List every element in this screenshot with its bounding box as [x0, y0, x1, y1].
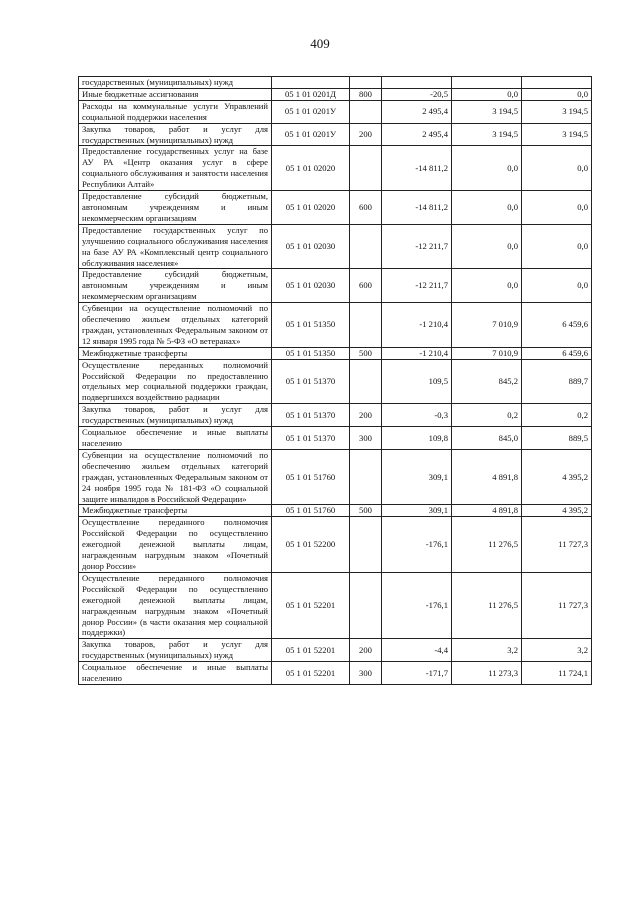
table-row	[79, 347, 592, 359]
row-name-cell: Межбюджетные трансферты	[79, 347, 272, 359]
expense-type-cell	[350, 303, 382, 348]
expense-type-cell	[350, 359, 382, 404]
page-number: 409	[310, 36, 330, 51]
expense-type-cell: 300	[350, 662, 382, 685]
amount-year-1-cell: 2 495,4	[382, 123, 452, 146]
table-row	[79, 427, 592, 450]
row-name-cell: Предоставление субсидий бюджетным, автономным учреждениям и иным некоммерческим организациям	[79, 191, 272, 225]
table-row	[79, 88, 592, 100]
table-row	[79, 146, 592, 191]
amount-year-2-cell	[452, 77, 522, 89]
amount-year-3-cell: 0,0	[522, 88, 592, 100]
amount-year-3-cell: 0,0	[522, 146, 592, 191]
row-name-cell: Осуществление переданных полномочий Российской Федерации по предоставлению отдельных мер социальной поддержки граждан, подвергшихся воздействию радиации	[79, 359, 272, 404]
amount-year-3-cell: 889,5	[522, 427, 592, 450]
amount-year-2-cell: 845,2	[452, 359, 522, 404]
amount-year-2-cell: 0,0	[452, 191, 522, 225]
amount-year-2-cell: 4 891,8	[452, 505, 522, 517]
amount-year-3-cell: 11 727,3	[522, 572, 592, 638]
table-row	[79, 662, 592, 685]
amount-year-2-cell: 11 273,3	[452, 662, 522, 685]
amount-year-2-cell: 0,0	[452, 269, 522, 303]
table-row	[79, 303, 592, 348]
amount-year-3-cell: 11 727,3	[522, 517, 592, 573]
amount-year-2-cell: 4 891,8	[452, 449, 522, 505]
target-code-cell: 05 1 01 02030	[272, 224, 350, 269]
target-code-cell: 05 1 01 51350	[272, 303, 350, 348]
amount-year-1-cell: 309,1	[382, 449, 452, 505]
expense-type-cell: 600	[350, 191, 382, 225]
amount-year-2-cell: 3 194,5	[452, 123, 522, 146]
amount-year-2-cell: 7 010,9	[452, 303, 522, 348]
expense-type-cell	[350, 77, 382, 89]
target-code-cell: 05 1 01 0201Д	[272, 88, 350, 100]
table-row	[79, 517, 592, 573]
table-row	[79, 100, 592, 123]
row-name-cell: государственных (муниципальных) нужд	[79, 77, 272, 89]
table-row	[79, 404, 592, 427]
row-name-cell: Субвенции на осуществление полномочий по обеспечению жильем отдельных категорий граждан, установленных Федеральным законом от 12 января 1995 года № 5-ФЗ «О ветеранах»	[79, 303, 272, 348]
table-row	[79, 269, 592, 303]
amount-year-3-cell	[522, 77, 592, 89]
amount-year-3-cell: 3 194,5	[522, 123, 592, 146]
row-name-cell: Межбюджетные трансферты	[79, 505, 272, 517]
amount-year-3-cell: 4 395,2	[522, 505, 592, 517]
amount-year-3-cell: 3,2	[522, 639, 592, 662]
amount-year-3-cell: 3 194,5	[522, 100, 592, 123]
amount-year-1-cell: -14 811,2	[382, 191, 452, 225]
row-name-cell: Закупка товаров, работ и услуг для государственных (муниципальных) нужд	[79, 404, 272, 427]
row-name-cell: Предоставление государственных услуг по улучшению социального обслуживания населения на базе АУ РА «Комплексный центр социального обслуживания населения»	[79, 224, 272, 269]
amount-year-3-cell: 0,2	[522, 404, 592, 427]
amount-year-1-cell: -4,4	[382, 639, 452, 662]
target-code-cell: 05 1 01 52200	[272, 517, 350, 573]
table-row	[79, 572, 592, 638]
row-name-cell: Закупка товаров, работ и услуг для государственных (муниципальных) нужд	[79, 123, 272, 146]
expense-type-cell: 200	[350, 404, 382, 427]
expense-type-cell: 300	[350, 427, 382, 450]
target-code-cell: 05 1 01 02020	[272, 146, 350, 191]
expense-type-cell: 800	[350, 88, 382, 100]
amount-year-2-cell: 0,0	[452, 224, 522, 269]
amount-year-1-cell: -171,7	[382, 662, 452, 685]
expense-type-cell	[350, 572, 382, 638]
amount-year-2-cell: 0,0	[452, 88, 522, 100]
amount-year-3-cell: 11 724,1	[522, 662, 592, 685]
amount-year-2-cell: 3,2	[452, 639, 522, 662]
amount-year-1-cell: -1 210,4	[382, 347, 452, 359]
amount-year-2-cell: 3 194,5	[452, 100, 522, 123]
amount-year-1-cell: -1 210,4	[382, 303, 452, 348]
expense-type-cell	[350, 146, 382, 191]
amount-year-3-cell: 0,0	[522, 191, 592, 225]
amount-year-1-cell: 109,5	[382, 359, 452, 404]
amount-year-1-cell: 2 495,4	[382, 100, 452, 123]
amount-year-2-cell: 11 276,5	[452, 517, 522, 573]
amount-year-3-cell: 4 395,2	[522, 449, 592, 505]
amount-year-1-cell: 309,1	[382, 505, 452, 517]
target-code-cell: 05 1 01 51370	[272, 427, 350, 450]
amount-year-1-cell	[382, 77, 452, 89]
amount-year-1-cell: -12 211,7	[382, 224, 452, 269]
amount-year-2-cell: 0,2	[452, 404, 522, 427]
target-code-cell: 05 1 01 0201У	[272, 123, 350, 146]
amount-year-1-cell: -20,5	[382, 88, 452, 100]
amount-year-1-cell: -176,1	[382, 572, 452, 638]
row-name-cell: Закупка товаров, работ и услуг для государственных (муниципальных) нужд	[79, 639, 272, 662]
target-code-cell	[272, 77, 350, 89]
expense-type-cell: 200	[350, 123, 382, 146]
amount-year-2-cell: 0,0	[452, 146, 522, 191]
target-code-cell: 05 1 01 51350	[272, 347, 350, 359]
row-name-cell: Предоставление субсидий бюджетным, автономным учреждениям и иным некоммерческим организациям	[79, 269, 272, 303]
row-name-cell: Социальное обеспечение и иные выплаты населению	[79, 662, 272, 685]
table-row	[79, 224, 592, 269]
target-code-cell: 05 1 01 51760	[272, 449, 350, 505]
amount-year-2-cell: 845,0	[452, 427, 522, 450]
target-code-cell: 05 1 01 51370	[272, 359, 350, 404]
table-row	[79, 77, 592, 89]
row-name-cell: Предоставление государственных услуг на базе АУ РА «Центр оказания услуг в сфере социального обслуживания и занятости населения Республики Алтай»	[79, 146, 272, 191]
amount-year-1-cell: -176,1	[382, 517, 452, 573]
table-row	[79, 359, 592, 404]
target-code-cell: 05 1 01 52201	[272, 572, 350, 638]
target-code-cell: 05 1 01 51760	[272, 505, 350, 517]
amount-year-3-cell: 6 459,6	[522, 347, 592, 359]
row-name-cell: Социальное обеспечение и иные выплаты населению	[79, 427, 272, 450]
expense-type-cell: 600	[350, 269, 382, 303]
budget-table	[78, 76, 592, 685]
table-row	[79, 505, 592, 517]
expense-type-cell	[350, 100, 382, 123]
amount-year-3-cell: 0,0	[522, 224, 592, 269]
target-code-cell: 05 1 01 52201	[272, 662, 350, 685]
budget-table-body	[79, 77, 592, 685]
target-code-cell: 05 1 01 51370	[272, 404, 350, 427]
amount-year-3-cell: 0,0	[522, 269, 592, 303]
row-name-cell: Расходы на коммунальные услуги Управлений социальной поддержки населения	[79, 100, 272, 123]
row-name-cell: Осуществление переданного полномочия Российской Федерации по осуществлению ежегодной денежной выплаты лицам, награжденным нагрудным знаком «Почетный донор России»	[79, 517, 272, 573]
target-code-cell: 05 1 01 52201	[272, 639, 350, 662]
table-row	[79, 449, 592, 505]
amount-year-2-cell: 7 010,9	[452, 347, 522, 359]
row-name-cell: Осуществление переданного полномочия Российской Федерации по осуществлению ежегодной денежной выплаты лицам, награжденным нагрудным знаком «Почетный донор России» (в части оказания мер социальной поддержки)	[79, 572, 272, 638]
target-code-cell: 05 1 01 0201У	[272, 100, 350, 123]
amount-year-1-cell: -12 211,7	[382, 269, 452, 303]
table-row	[79, 191, 592, 225]
amount-year-1-cell: 109,8	[382, 427, 452, 450]
row-name-cell: Иные бюджетные ассигнования	[79, 88, 272, 100]
amount-year-3-cell: 889,7	[522, 359, 592, 404]
target-code-cell: 05 1 01 02020	[272, 191, 350, 225]
amount-year-2-cell: 11 276,5	[452, 572, 522, 638]
row-name-cell: Субвенции на осуществление полномочий по обеспечению жильем отдельных категорий граждан, установленных Федеральным законом от 24 ноября 1995 года № 181-ФЗ «О социальной защите инвалидов в Российской Федерации»	[79, 449, 272, 505]
expense-type-cell: 500	[350, 505, 382, 517]
expense-type-cell: 500	[350, 347, 382, 359]
amount-year-1-cell: -0,3	[382, 404, 452, 427]
expense-type-cell	[350, 449, 382, 505]
expense-type-cell	[350, 517, 382, 573]
amount-year-3-cell: 6 459,6	[522, 303, 592, 348]
expense-type-cell	[350, 224, 382, 269]
table-row	[79, 639, 592, 662]
expense-type-cell: 200	[350, 639, 382, 662]
target-code-cell: 05 1 01 02030	[272, 269, 350, 303]
amount-year-1-cell: -14 811,2	[382, 146, 452, 191]
table-row	[79, 123, 592, 146]
